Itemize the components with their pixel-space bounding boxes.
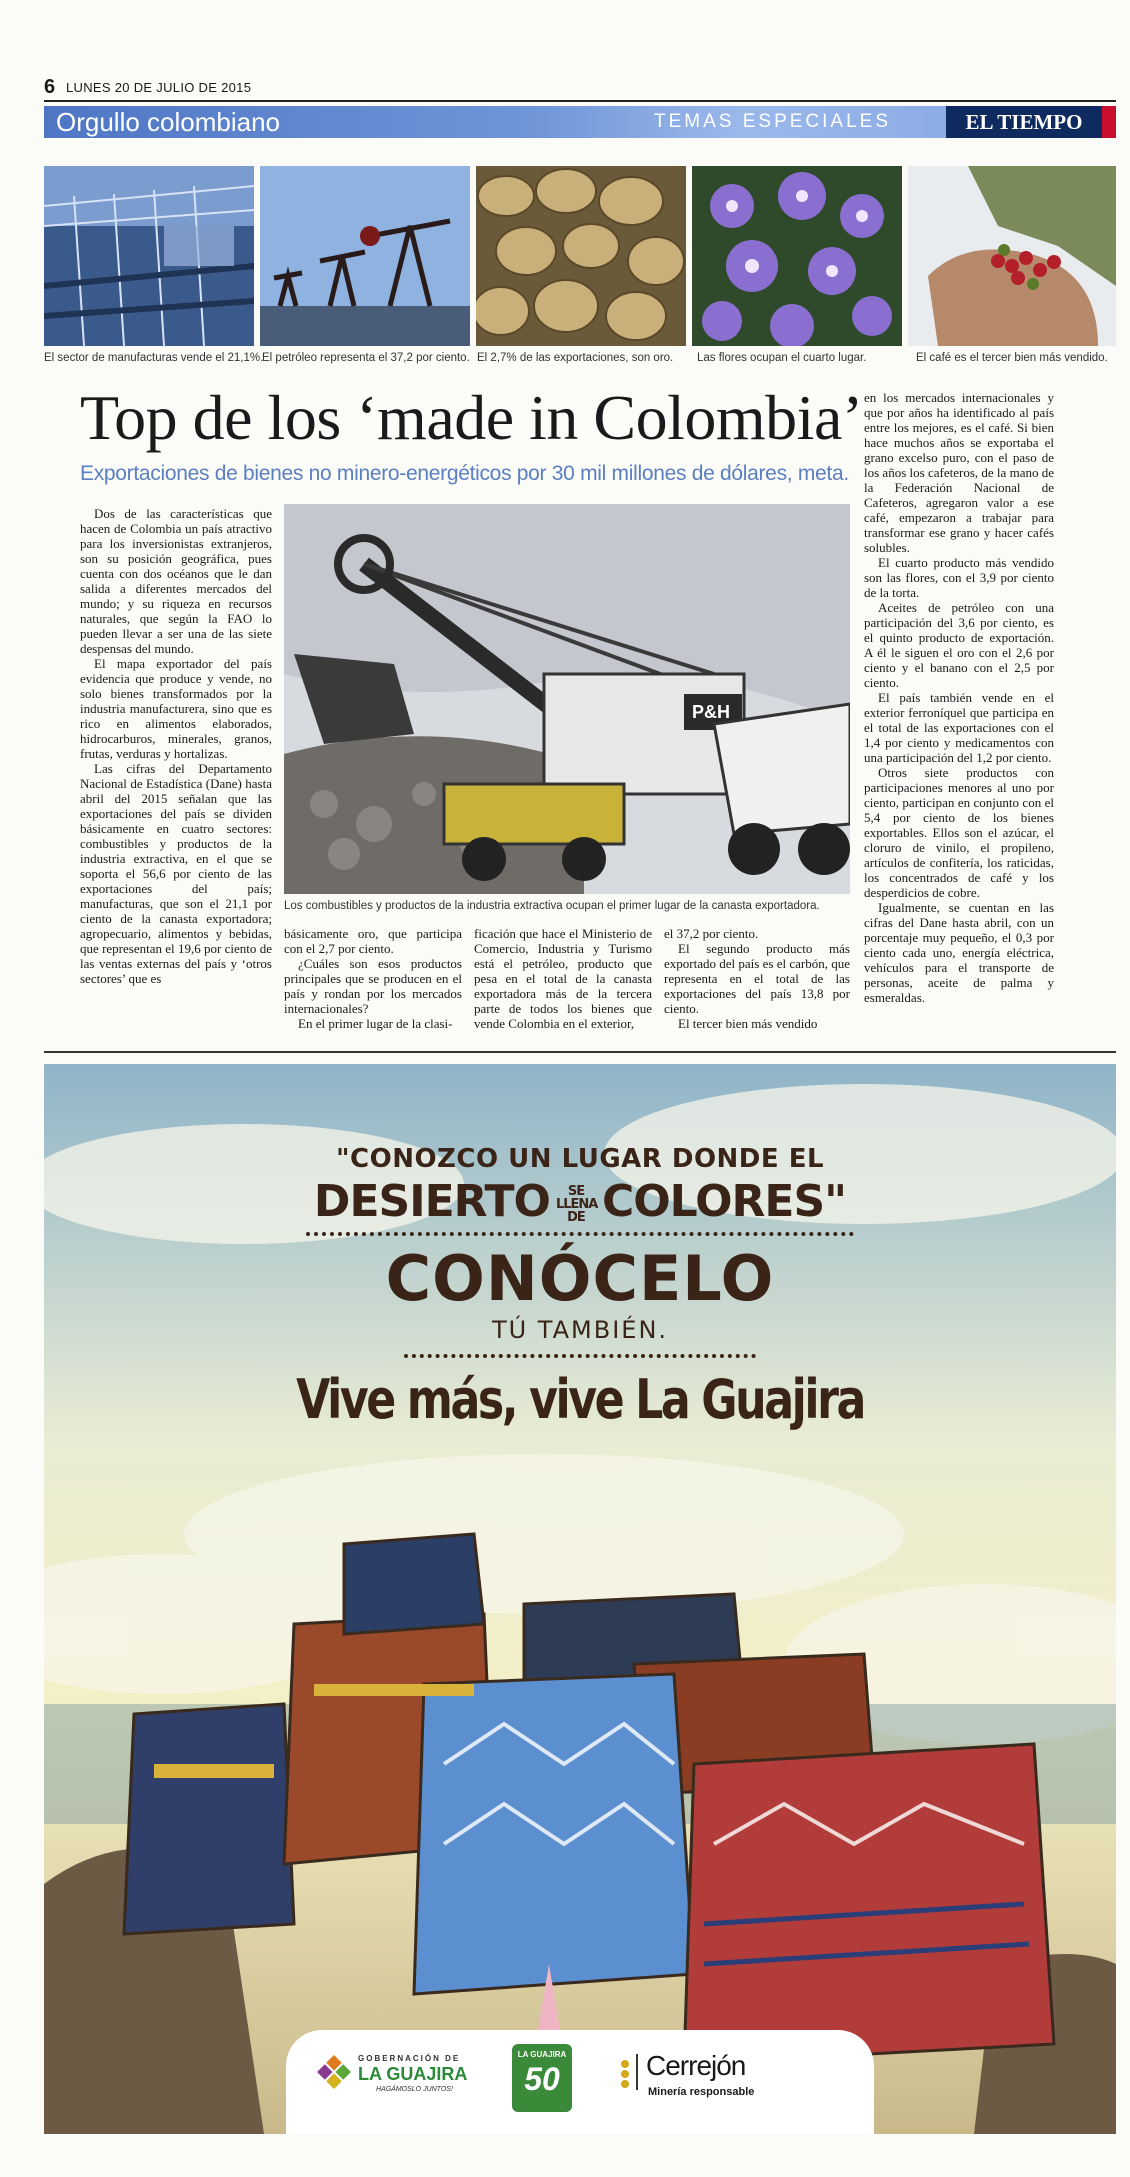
paragraph: El cuarto producto más vendido son las flores, con el 3,9 por ciento de la torta. <box>864 555 1054 600</box>
logo-gobernacion-top: GOBERNACIÓN DE <box>358 2054 461 2063</box>
ad-quote-line2 <box>44 1176 1116 1227</box>
guajira-advertisement <box>44 1064 1116 2134</box>
ad-dotted-divider <box>404 1354 756 1358</box>
ad-small-text: SE LLENA DE <box>555 1183 598 1225</box>
logo-50-top: LA GUAJIRA <box>517 2050 567 2059</box>
paragraph: El país también vende en el exterior ferroníquel que participa en el total de las exportaciones con el 1,4 por ciento y medicamentos con una participación del 1,2 por ciento. <box>864 690 1054 765</box>
paragraph: Aceites de petróleo con una participación del 3,6 por ciento, es el quinto producto de exportación. A él le siguen el oro con el 2,6 por ciento y el banano con el 2,5 por ciento. <box>864 600 1054 690</box>
paragraph: Igualmente, se cuentan en las cifras del Dane hasta abril, con un porcentaje muy pequeño, el 0,3 por ciento cada uno, energía eléctrica, vehículos para el transporte de personas, aceite de palma y esmeraldas. <box>864 900 1054 1005</box>
paragraph: en los mercados internacionales y que por años ha identificado al país entre los mejores, es el café. Si bien hace muchos años se exportaba el grano excelso puro, con el paso de los años los cafeteros, de la mano de la Federación Nacional de Cafeteros, agregaron valor a ese café, empezaron a trabajar para transformar ese grano y hacer cafés solubles. <box>864 390 1054 555</box>
photo-flowers <box>692 166 902 346</box>
logo-gobernacion-tagline: HAGÁMOSLO JUNTOS! <box>376 2086 453 2093</box>
paragraph: En el primer lugar de la clasi- <box>298 1016 453 1031</box>
ad-quote-line1: "CONOZCO UN LUGAR DONDE EL <box>335 1144 825 1174</box>
logo-cerrejon-tagline: Minería responsable <box>648 2086 755 2098</box>
main-photo-caption: Los combustibles y productos de la industria extractiva ocupan el primer lugar de la canasta exportadora. <box>284 900 820 912</box>
article-column-5 <box>864 390 1054 1005</box>
paragraph: el 37,2 por ciento. <box>664 926 759 941</box>
photo-oil <box>260 166 470 346</box>
photo-caption: Las flores ocupan el cuarto lugar. <box>697 352 867 364</box>
cerrejon-dots-icon <box>620 2058 630 2088</box>
paragraph: El mapa exportador del país evidencia que produce y vende, no solo bienes transformados por la industria manufacturera, sino que es rico en alimentos elaborados, hidrocarburos, minerales, granos, frutas, verduras y hortalizas. <box>80 656 272 761</box>
paragraph: El segundo producto más exportado del país es el carbón, que representa en el total de las exportaciones del país 13,8 por ciento. <box>664 941 850 1016</box>
ad-word-colores: COLORES" <box>601 1176 847 1227</box>
ad-word-desierto: DESIERTO <box>313 1176 550 1227</box>
paragraph: ¿Cuáles son esos productos principales que se producen en el país y rondan por los mercados internacionales? <box>284 956 462 1016</box>
ad-slogan: Vive más, vive La Guajira <box>296 1368 864 1431</box>
page-number: 6 <box>44 76 56 98</box>
ad-logo-bar <box>286 2030 874 2134</box>
paragraph: básicamente oro, que participa con el 2,7 por ciento. <box>284 926 462 956</box>
ad-dotted-divider <box>306 1232 854 1236</box>
shovel-label: P&H <box>692 702 731 722</box>
ad-title: CONÓCELO <box>385 1242 775 1315</box>
section-divider <box>44 1051 1116 1053</box>
article-column-4 <box>664 926 850 1031</box>
photo-caption: El 2,7% de las exportaciones, son oro. <box>477 352 674 364</box>
photo-gold <box>476 166 686 346</box>
article-headline: Top de los ‘made in Colombia’ <box>80 382 863 453</box>
section-subtitle: TEMAS ESPECIALES <box>654 111 892 132</box>
main-photo-mining <box>284 504 850 894</box>
logo-50-number: 50 <box>524 2061 560 2097</box>
section-name: Orgullo colombiano <box>56 107 281 137</box>
page-date: LUNES 20 DE JULIO DE 2015 <box>66 80 252 95</box>
gobernacion-emblem-icon <box>314 2052 354 2092</box>
logo-cerrejon-name: Cerrejón <box>646 2050 746 2081</box>
photo-manufacturing <box>44 166 254 346</box>
article-subhead: Exportaciones de bienes no minero-energéticos por 30 mil millones de dólares, meta. <box>80 462 849 485</box>
brand-logo: EL TIEMPO <box>965 110 1083 134</box>
ad-subtitle: TÚ TAMBIÉN. <box>491 1316 669 1344</box>
paragraph: El tercer bien más vendido <box>678 1016 818 1031</box>
guajira-50-logo <box>512 2044 572 2112</box>
paragraph: Las cifras del Departamento Nacional de Estadística (Dane) hasta abril del 2015 señalan que las exportaciones del país se dividen básicamente en cuatro sectores: combustibles y productos de la industria extractiva, en el que se soporta el 56,6 por ciento de las exportaciones del país; manufacturas, que son el 21,1 por ciento de la canasta exportadora; agropecuario, alimentos y bebidas, que representan el 19,6 por ciento de las ventas externas del país y ‘otros sectores’ que es <box>80 761 272 986</box>
paragraph: Dos de las características que hacen de Colombia un país atractivo para los inversionistas extranjeros, son su posición geográfica, pues cuenta con dos océanos que le dan salida a diferentes mercados del mundo; y su riqueza en recursos naturales, que según la FAO lo pueden llevar a ser una de las siete despensas del mundo. <box>80 506 272 656</box>
logo-gobernacion-name: LA GUAJIRA <box>358 2064 468 2084</box>
photo-caption: El café es el tercer bien más vendido. <box>916 352 1108 364</box>
article-column-1 <box>80 506 272 986</box>
paragraph: ficación que hace el Ministerio de Comercio, Industria y Turismo está el petróleo, producto que pesa en el total de la canasta exportadora más de la tercera parte de todos los bienes que vende Colombia en el exterior, <box>474 926 652 1031</box>
logo-separator <box>636 2054 638 2090</box>
photo-caption: El petróleo representa el 37,2 por ciento. <box>262 352 470 364</box>
paragraph: Otros siete productos con participaciones menores al uno por ciento, participan en conjunto con el 5,4 por ciento de los bienes exportables. Ellos son el azúcar, el cloruro de vinilo, el propileno, artículos de confitería, los raticidas, los concentrados de café y los desperdicios de cobre. <box>864 765 1054 900</box>
photo-coffee <box>908 166 1116 346</box>
article-column-2 <box>284 926 462 1031</box>
top-rule <box>44 100 1116 102</box>
photo-caption: El sector de manufacturas vende el 21,1%. <box>44 352 264 364</box>
article-column-3 <box>474 926 652 1031</box>
